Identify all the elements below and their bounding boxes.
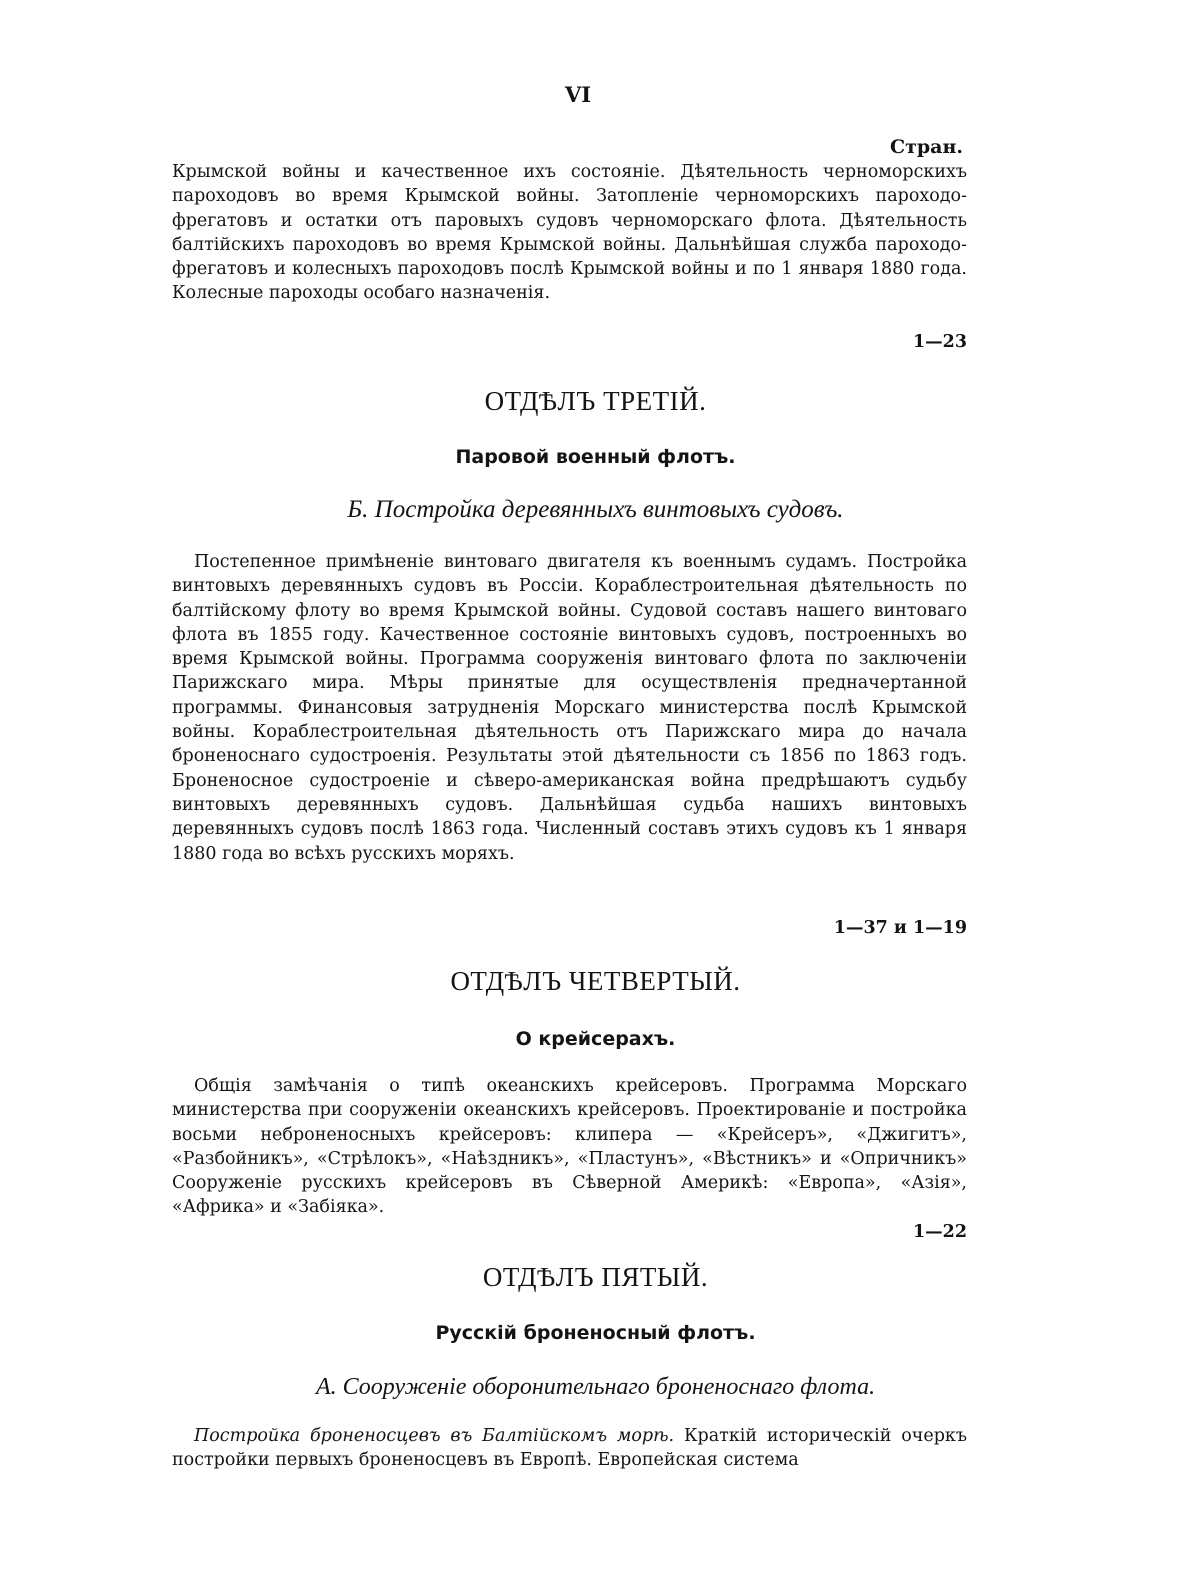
- subtitle-fifth: Русскій броненосный флотъ.: [435, 1322, 756, 1344]
- intro-entry: [172, 160, 967, 354]
- intro-text: Крымской войны и качественное ихъ состояніе. Дѣятельность черноморскихъ пароходовъ во время Крымской войны. Затопленіе черноморскихъ пароходо-фрегатовъ и остатки отъ паровыхъ судовъ черноморскаго флота. Дѣятельность балтійскихъ пароходовъ во время Крымской войны. Дальнѣйшая служба пароходо-фрегатовъ и колесныхъ пароходовъ послѣ Крымской войны и по 1 января 1880 года. Колесные пароходы особаго назначенія.: [172, 162, 967, 304]
- section-title-fourth: ОТДѢЛЪ ЧЕТВЕРТЫЙ.: [450, 966, 741, 996]
- third-text: Постепенное примѣненіе винтоваго двигателя къ военнымъ судамъ. Постройка винтовыхъ деревянныхъ судовъ въ Россіи. Кораблестроительная дѣятельность по балтійскому флоту во время Крымской войны. Судовой составъ нашего винтоваго флота въ 1855 году. Качественное состояніе винтовыхъ судовъ, построенныхъ во время Крымской войны. Программа сооруженія винтоваго флота по заключеніи Парижскаго мира. Мѣры принятые для осуществленія предначертанной программы. Финансовыя затрудненія Морскаго министерства послѣ Крымской войны. Кораблестроительная дѣятельность отъ Парижскаго мира до начала броненоснаго судостроенія. Результаты этой дѣятельности съ 1856 по 1863 годъ. Броненосное судостроеніе и сѣверо-американская война предрѣшаютъ судьбу винтовыхъ деревянныхъ судовъ. Дальнѣйшая судьба нашихъ винтовыхъ деревянныхъ судовъ послѣ 1863 года. Численный составъ этихъ судовъ къ 1 января 1880 года во всѣхъ русскихъ моряхъ.: [172, 552, 967, 864]
- fourth-text: Общія замѣчанія о типѣ океанскихъ крейсеровъ. Программа Морскаго министерства при сооруженіи океанскихъ крейсеровъ. Проектированіе и постройка восьми неброненосныхъ крейсеровъ: клипера — «Крейсеръ», «Джигитъ», «Разбойникъ», «Стрѣлокъ», «Наѣздникъ», «Пластунъ», «Вѣстникъ» и «Опричникъ» Сооруженіе русскихъ крейсеровъ въ Сѣверной Америкѣ: «Европа», «Азія», «Африка» и «Забіяка».: [172, 1076, 967, 1218]
- page-number: VI: [565, 82, 592, 107]
- third-entry: [172, 550, 967, 940]
- subtitle-third: Паровой военный флотъ.: [455, 446, 736, 468]
- fifth-text: [172, 1424, 967, 1473]
- fourth-entry: [172, 1074, 967, 1244]
- third-page-range: 1—37 и 1—19: [826, 916, 967, 940]
- subtitle-fourth: О крейсерахъ.: [515, 1028, 676, 1050]
- fourth-page-range: 1—22: [905, 1220, 967, 1244]
- section-title-fifth: ОТДѢЛЪ ПЯТЫЙ.: [482, 1262, 709, 1292]
- fifth-text-body: Краткій историческій очеркъ постройки первыхъ броненосцевъ въ Европѣ. Европейская система: [172, 1426, 967, 1471]
- fifth-entry: [172, 1424, 967, 1480]
- section-title-third: ОТДѢЛЪ ТРЕТІЙ.: [484, 386, 707, 416]
- fifth-text-italic: Постройка броненосцевъ въ Балтійскомъ морѣ.: [194, 1426, 675, 1446]
- part-title-fifth: А. Сооруженіе оборонительнаго броненоснаго флота.: [315, 1374, 876, 1400]
- page-column-label: Стран.: [889, 136, 963, 158]
- intro-page-range: 1—23: [905, 330, 967, 354]
- part-title-third: Б. Постройка деревянныхъ винтовыхъ судовъ.: [347, 496, 844, 523]
